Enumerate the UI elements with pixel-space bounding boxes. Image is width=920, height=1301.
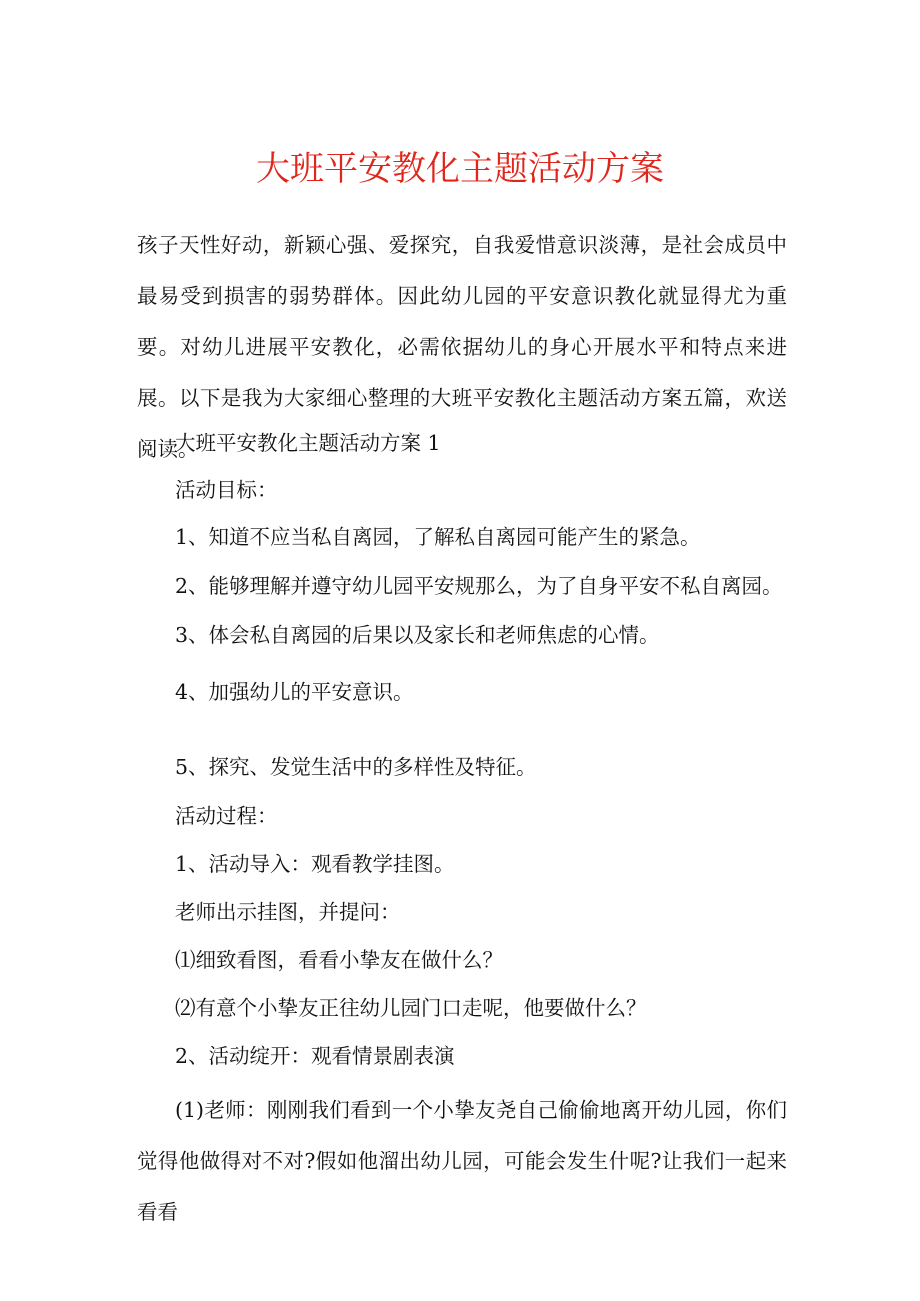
step-2-paragraph: (1)老师：刚刚我们看到一个小挚友尧自己偷偷地离开幼儿园，你们觉得他做得对不对?假如他溜出幼儿园，可能会发生什呢?让我们一起来看看 [137,1098,787,1224]
process-step-1: 1、活动导入：观看教学挂图。 [175,852,455,876]
intro-paragraph: 孩子天性好动，新颖心强、爱探究，自我爱惜意识淡薄，是社会成员中最易受到损害的弱势群体。因此幼儿园的平安意识教化就显得尤为重要。对幼儿进展平安教化，必需依据幼儿的身心开展水平和特点来进展。以下是我为大家细心整理的大班平安教化主题活动方案五篇，欢送阅读。 [137,233,787,461]
process-step-1-intro: 老师出示挂图，并提问： [175,900,401,924]
goal-item-5: 5、探究、发觉生活中的多样性及特征。 [175,755,537,779]
goal-item-2: 2、能够理解并遵守幼儿园平安规那么，为了自身平安不私自离园。 [175,574,783,598]
question-1: ⑴细致看图，看看小挚友在做什么？ [175,948,503,972]
goal-item-3: 3、体会私自离园的后果以及家长和老师焦虑的心情。 [175,623,660,647]
goals-label: 活动目标： [175,478,278,502]
process-step-2: 2、活动绽开：观看情景剧表演 [175,1044,455,1068]
document-title: 大班平安教化主题活动方案 [256,149,664,189]
question-2: ⑵有意个小挚友正往幼儿园门口走呢，他要做什么？ [175,996,647,1020]
goal-item-4: 4、加强幼儿的平安意识。 [175,680,414,704]
section-heading: 大班平安教化主题活动方案 1 [175,431,441,455]
goal-item-1: 1、知道不应当私自离园，了解私自离园可能产生的紧急。 [175,525,701,549]
process-label: 活动过程： [175,804,278,828]
